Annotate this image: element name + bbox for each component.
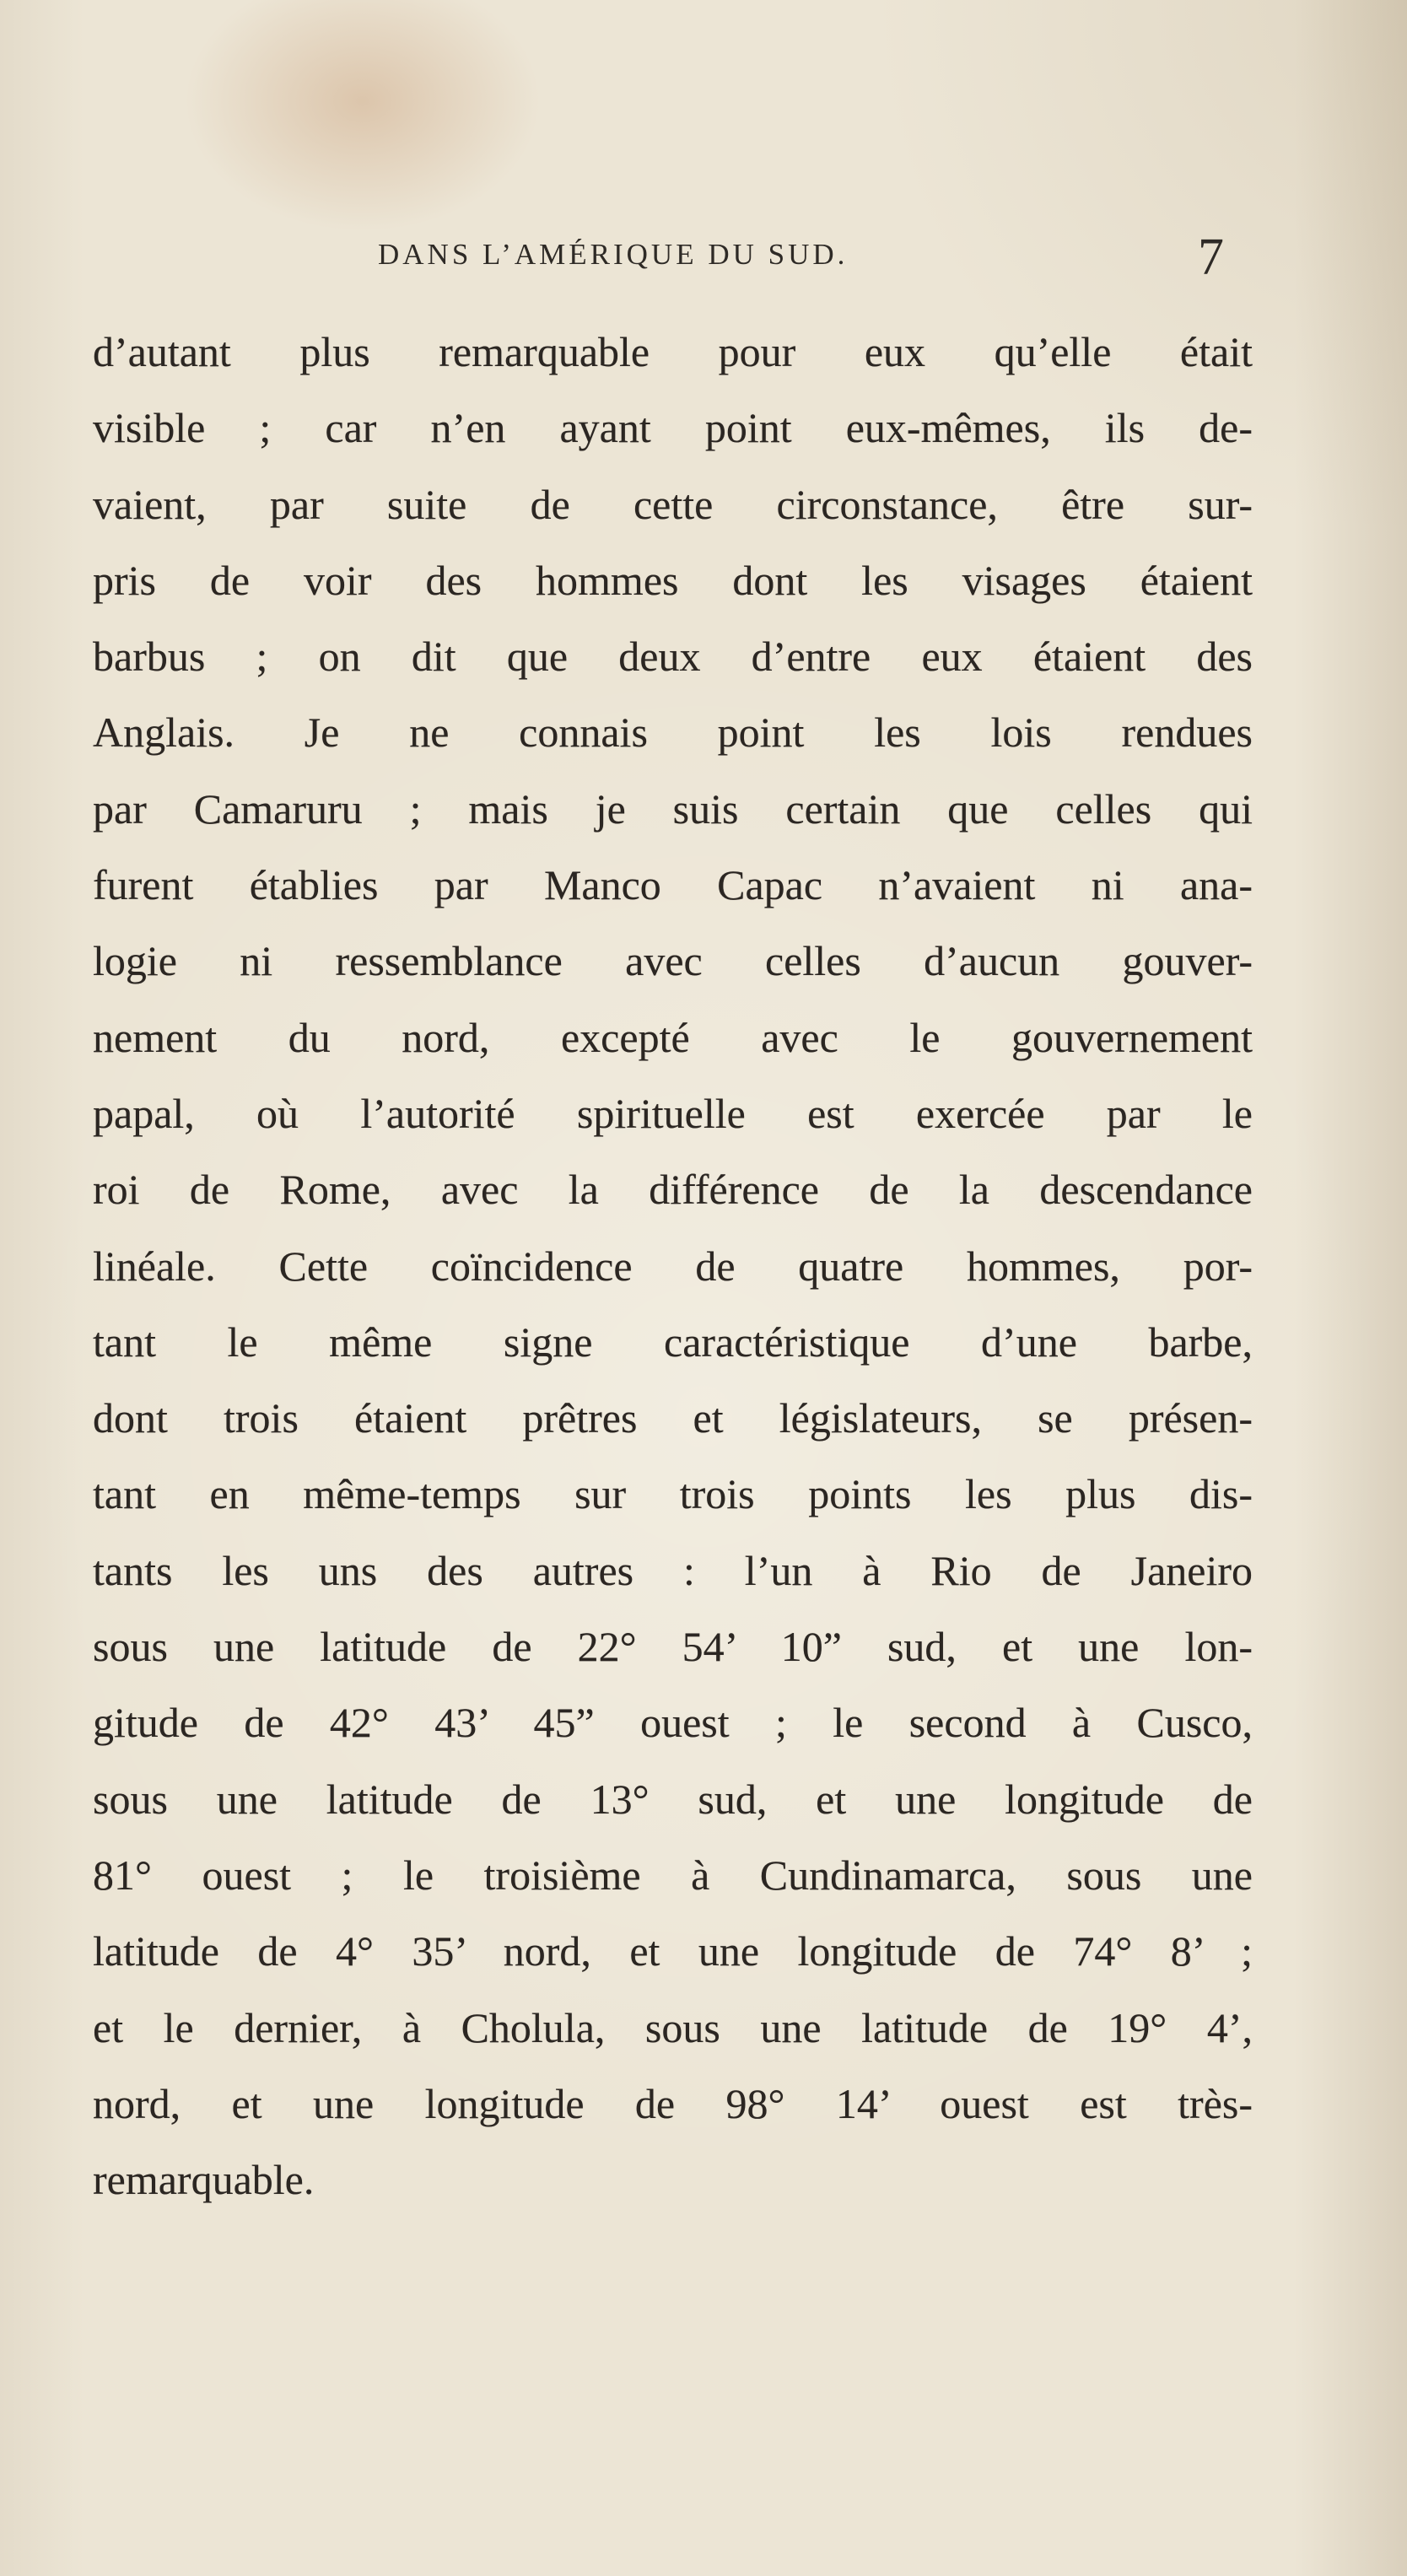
text-line: sous une latitude de 22° 54’ 10” sud, et une lon- xyxy=(93,1623,1253,1671)
text-line: nord, et une longitude de 98° 14’ ouest est très- xyxy=(93,2079,1253,2127)
text-line-last: remarquable. xyxy=(93,2156,315,2204)
text-line: barbus ; on dit que deux d’entre eux étaient des xyxy=(93,633,1253,681)
body-text xyxy=(93,314,1253,2218)
text-line: pris de voir des hommes dont les visages étaient xyxy=(93,556,1253,604)
text-line: par Camaruru ; mais je suis certain que celles qui xyxy=(93,784,1253,833)
text-line: d’autant plus remarquable pour eux qu’elle était xyxy=(93,328,1253,375)
text-line: latitude de 4° 35’ nord, et une longitude de 74° 8’ ; xyxy=(93,1927,1253,1975)
text-line: papal, où l’autorité spirituelle est exercée par le xyxy=(93,1089,1253,1137)
text-line: tants les uns des autres : l’un à Rio de Janeiro xyxy=(93,1546,1253,1594)
page-number: 7 xyxy=(1198,229,1224,286)
running-head xyxy=(0,228,1407,287)
text-line: 81° ouest ; le troisième à Cundinamarca, sous une xyxy=(93,1851,1253,1899)
text-line: gitude de 42° 43’ 45” ouest ; le second à Cusco, xyxy=(93,1699,1253,1747)
text-line: linéale. Cette coïncidence de quatre hommes, por- xyxy=(93,1242,1253,1290)
text-line: et le dernier, à Cholula, sous une latitude de 19° 4’, xyxy=(93,2003,1253,2051)
text-line: vaient, par suite de cette circonstance, être sur- xyxy=(93,480,1253,528)
text-line: furent établies par Manco Capac n’avaient ni ana- xyxy=(93,861,1253,909)
running-title: DANS L’AMÉRIQUE DU SUD. xyxy=(378,238,849,271)
text-line: tant le même signe caractéristique d’une barbe, xyxy=(93,1318,1253,1366)
text-line: nement du nord, excepté avec le gouvernement xyxy=(93,1013,1253,1061)
text-line: dont trois étaient prêtres et législateurs, se présen- xyxy=(93,1394,1253,1442)
text-line: tant en même-temps sur trois points les plus dis- xyxy=(93,1470,1253,1518)
text-line: logie ni ressemblance avec celles d’aucun gouver- xyxy=(93,937,1253,985)
text-line: roi de Rome, avec la différence de la descendance xyxy=(93,1166,1253,1214)
text-line: Anglais. Je ne connais point les lois rendues xyxy=(93,709,1253,757)
text-line: sous une latitude de 13° sud, et une longitude de xyxy=(93,1775,1253,1823)
text-line: visible ; car n’en ayant point eux-mêmes, ils de- xyxy=(93,404,1253,452)
